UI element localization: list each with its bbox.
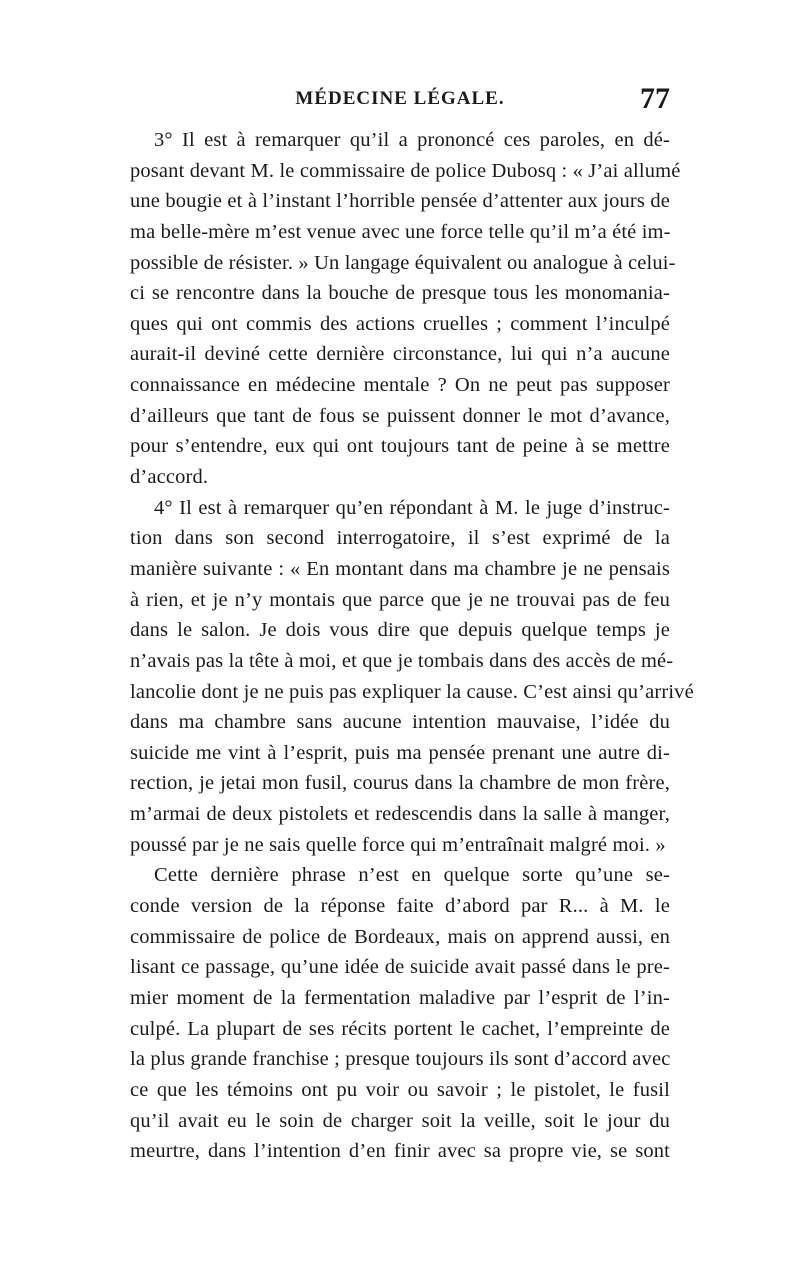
- text-line: ce que les témoins ont pu voir ou savoir ; le pistolet, le fusil: [130, 1078, 670, 1101]
- text-line: Cette dernière phrase n’est en quelque sorte qu’une se-: [154, 864, 670, 887]
- text-line: posant devant M. le commissaire de police Dubosq : « J’ai allumé: [130, 159, 681, 182]
- text-line: poussé par je ne sais quelle force qui m’entraînait malgré moi. »: [130, 833, 666, 856]
- text-line: ques qui ont commis des actions cruelles ; comment l’inculpé: [130, 312, 670, 335]
- text-line: ma belle-mère m’est venue avec une force telle qu’il m’a été im-: [130, 220, 671, 243]
- text-line: lisant ce passage, qu’une idée de suicide avait passé dans le pre-: [130, 956, 670, 979]
- text-line: d’ailleurs que tant de fous se puissent donner le mot d’avance,: [130, 404, 670, 427]
- text-line: connaissance en médecine mentale ? On ne peut pas supposer: [130, 374, 670, 397]
- text-line: dans le salon. Je dois vous dire que depuis quelque temps je: [130, 619, 670, 642]
- text-line: suicide me vint à l’esprit, puis ma pensée prenant une autre di-: [130, 741, 670, 764]
- text-line: d’accord.: [130, 466, 209, 489]
- text-line: pour s’entendre, eux qui ont toujours tant de peine à se mettre: [130, 435, 670, 458]
- text-line: aurait-il deviné cette dernière circonstance, lui qui n’a aucune: [130, 343, 670, 366]
- text-line: conde version de la réponse faite d’abord par R... à M. le: [130, 895, 670, 918]
- text-line: tion dans son second interrogatoire, il s’est exprimé de la: [130, 527, 670, 550]
- text-line: meurtre, dans l’intention d’en finir avec sa propre vie, se sont: [130, 1140, 670, 1163]
- text-line: commissaire de police de Bordeaux, mais on apprend aussi, en: [130, 925, 670, 948]
- text-line: rection, je jetai mon fusil, courus dans la chambre de mon frère,: [130, 772, 670, 795]
- text-line: culpé. La plupart de ses récits portent le cachet, l’empreinte de: [130, 1017, 670, 1040]
- text-line: lancolie dont je ne puis pas expliquer la cause. C’est ainsi qu’arrivé: [130, 680, 694, 703]
- text-line: manière suivante : « En montant dans ma chambre je ne pensais: [130, 557, 670, 580]
- text-line: possible de résister. » Un langage équivalent ou analogue à celui-: [130, 251, 676, 274]
- running-title: MÉDECINE LÉGALE.: [295, 88, 505, 109]
- text-line: une bougie et à l’instant l’horrible pensée d’attenter aux jours de: [130, 190, 670, 213]
- page-header: [130, 82, 670, 122]
- page-number: 77: [640, 82, 670, 115]
- text-line: à rien, et je n’y montais que parce que je ne trouvai pas de feu: [130, 588, 670, 611]
- text-line: la plus grande franchise ; presque toujours ils sont d’accord avec: [130, 1048, 671, 1071]
- text-line: ci se rencontre dans la bouche de presque tous les monomania-: [130, 282, 670, 305]
- text-line: mier moment de la fermentation maladive par l’esprit de l’in-: [130, 986, 670, 1009]
- text-line: 4° Il est à remarquer qu’en répondant à M. le juge d’instruc-: [154, 496, 670, 519]
- body-text: [130, 125, 694, 1167]
- text-line: m’armai de deux pistolets et redescendis dans la salle à manger,: [130, 803, 670, 826]
- text-line: n’avais pas la tête à moi, et que je tombais dans des accès de mé-: [130, 649, 674, 672]
- text-line: qu’il avait eu le soin de charger soit la veille, soit le jour du: [130, 1109, 670, 1132]
- text-line: dans ma chambre sans aucune intention mauvaise, l’idée du: [130, 711, 670, 734]
- text-line: 3° Il est à remarquer qu’il a prononcé ces paroles, en dé-: [154, 129, 670, 151]
